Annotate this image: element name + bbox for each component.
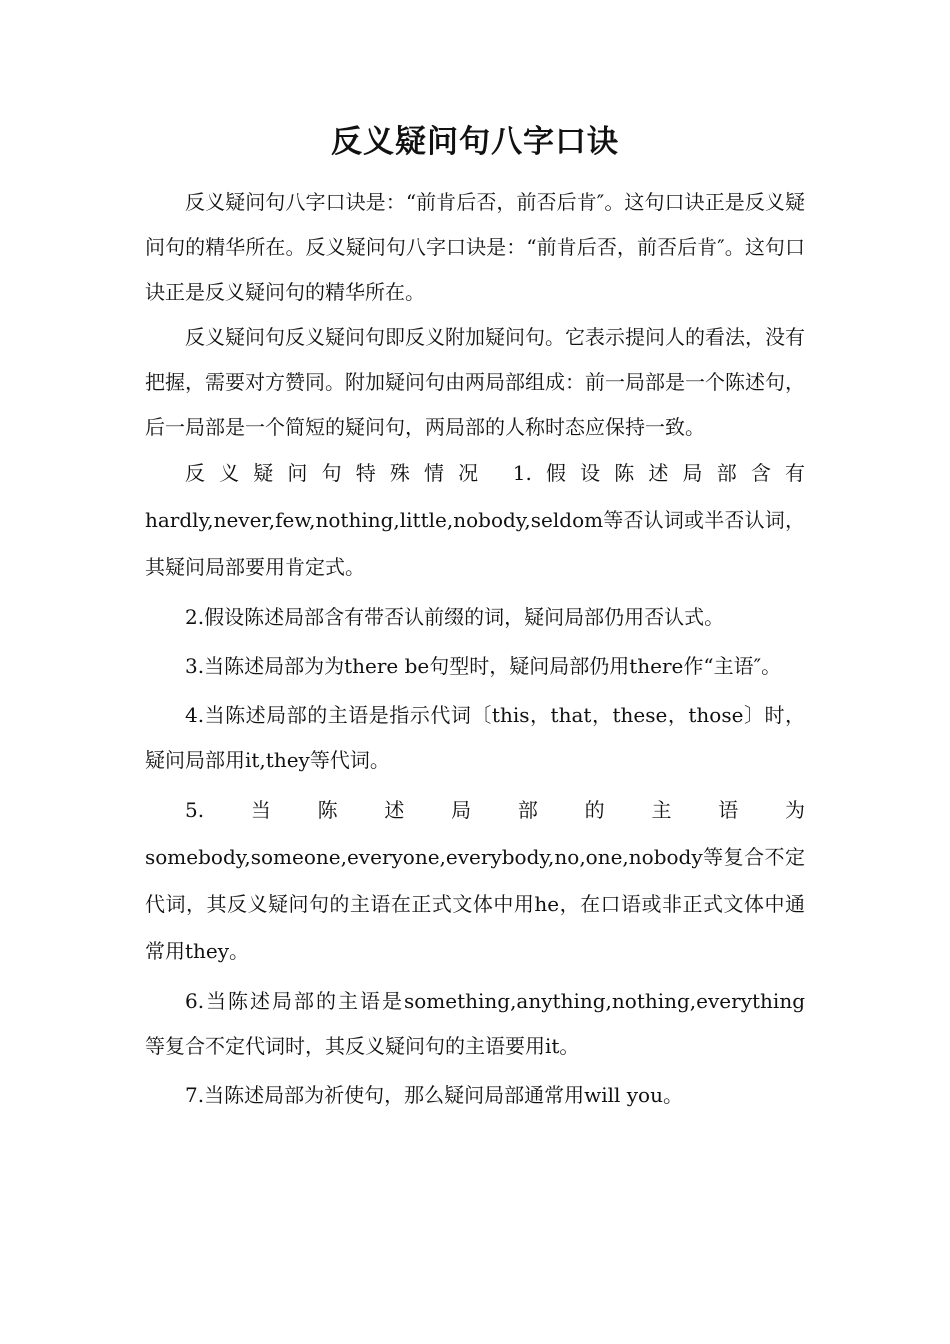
paragraph-rule-7: 7.当陈述局部为祈使句，那么疑问局部通常用will you。 <box>185 1083 683 1107</box>
paragraph-rule-4: 4.当陈述局部的主语是指示代词〔this，that，these，those〕时，疑问局部用it,they等代词。 <box>145 703 805 772</box>
paragraph-intro: 反义疑问句八字口诀是：“前肯后否，前否后肯″。这句口诀正是反义疑问句的精华所在。反义疑问句八字口诀是：“前肯后否，前否后肯″。这句口诀正是反义疑问句的精华所在。 <box>145 190 805 304</box>
paragraph-rule-3: 3.当陈述局部为为there be句型时，疑问局部仍用there作“主语″。 <box>185 654 782 678</box>
document-title: 反义疑问句八字口诀 <box>331 124 619 160</box>
paragraph-rule-1: 反义疑问句特殊情况 1.假设陈述局部含有hardly,never,few,nothing,little,nobody,seldom等否认词或半否认词，其疑问局部要用肯定式。 <box>145 461 805 579</box>
paragraph-rule-6: 6.当陈述局部的主语是something,anything,nothing,everything等复合不定代词时，其反义疑问句的主语要用it。 <box>145 989 805 1058</box>
document-body <box>145 180 805 1118</box>
paragraph-rule-2: 2.假设陈述局部含有带否认前缀的词，疑问局部仍用否认式。 <box>185 605 725 629</box>
paragraph-rule-5: 5.当陈述局部的主语为somebody,someone,everyone,everybody,no,one,nobody等复合不定代词，其反义疑问句的主语在正式文体中用he，在口语或非正式文体中通常用they。 <box>145 798 805 963</box>
paragraph-definition: 反义疑问句反义疑问句即反义附加疑问句。它表示提问人的看法，没有把握，需要对方赞同。附加疑问句由两局部组成：前一局部是一个陈述句，后一局部是一个简短的疑问句，两局部的人称时态应保持一致。 <box>145 325 805 439</box>
